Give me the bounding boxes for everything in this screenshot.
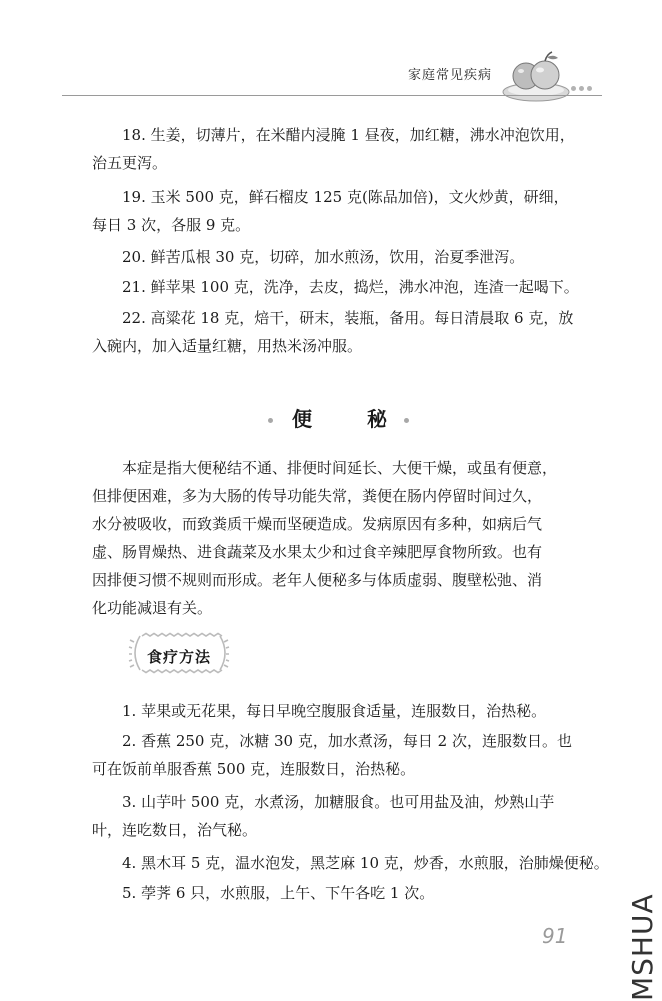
remedy-line: 21. 鲜苹果 100 克，洗净，去皮，捣烂，沸水冲泡，连渣一起喝下。 xyxy=(122,278,579,296)
running-head: 家庭常见疾病 xyxy=(408,68,493,83)
intro-line: 本症是指大便秘结不通、排便时间延长、大便干燥，或虽有便意， xyxy=(122,459,558,477)
remedy-line: 1. 苹果或无花果，每日早晚空腹服食适量，连服数日，治热秘。 xyxy=(122,702,547,720)
remedy-line: 可在饭前单服香蕉 500 克，连服数日，治热秘。 xyxy=(92,760,416,778)
remedy-22 xyxy=(92,304,592,360)
remedy-line: 2. 香蕉 250 克，冰糖 30 克，加水煮汤，每日 2 次，连服数日。也 xyxy=(122,732,572,750)
remedy-line: 5. 荸荠 6 只，水煎服，上午、下午各吃 1 次。 xyxy=(122,884,435,902)
remedy-4 xyxy=(92,849,609,877)
title-dot xyxy=(268,418,273,423)
intro-paragraph xyxy=(92,454,592,622)
intro-line: 水分被吸收，而致粪质干燥而坚硬造成。发病原因有多种，如病后气 xyxy=(92,515,543,533)
page-number: 91 xyxy=(542,924,568,948)
remedy-20 xyxy=(92,243,592,271)
remedy-line: 4. 黑木耳 5 克，温水泡发，黑芝麻 10 克，炒香，水煎服，治肺燥便秘。 xyxy=(122,854,609,872)
remedy-line: 治五更泻。 xyxy=(92,154,168,172)
remedy-line: 每日 3 次，各服 9 克。 xyxy=(92,216,251,234)
remedy-19 xyxy=(92,183,592,239)
subheading-label: 食疗方法 xyxy=(147,648,212,666)
intro-line: 但排便困难，多为大肠的传导功能失常，粪便在肠内停留时间过久， xyxy=(92,487,543,505)
intro-line: 因排便习惯不规则而形成。老年人便秘多与体质虚弱、腹壁松弛、消 xyxy=(92,571,543,589)
remedy-line: 叶，连吃数日，治气秘。 xyxy=(92,821,258,839)
remedy-18 xyxy=(92,121,592,177)
remedy-line: 20. 鲜苦瓜根 30 克，切碎，加水煎汤，饮用，治夏季泄泻。 xyxy=(122,248,525,266)
remedy-2 xyxy=(92,727,592,783)
remedy-3 xyxy=(92,788,592,844)
remedy-5 xyxy=(92,879,592,907)
header-rule xyxy=(62,95,602,96)
section-title-char: 便 xyxy=(291,407,312,431)
title-dot xyxy=(404,418,409,423)
remedy-line: 19. 玉米 500 克，鲜石榴皮 125 克(陈品加倍)，文火炒黄，研细， xyxy=(122,188,569,206)
watermark: MSHUA xyxy=(626,893,659,1001)
intro-line: 虚、肠胃燥热、进食蔬菜及水果太少和过食辛辣肥厚食物所致。也有 xyxy=(92,543,543,561)
remedy-line: 入碗内，加入适量红糖，用热米汤冲服。 xyxy=(92,337,363,355)
remedy-line: 22. 高粱花 18 克，焙干，研末，装瓶，备用。每日清晨取 6 克，放 xyxy=(122,309,574,327)
remedy-line: 18. 生姜，切薄片，在米醋内浸腌 1 昼夜，加红糖，沸水冲泡饮用， xyxy=(122,126,575,144)
remedy-line: 3. 山芋叶 500 克，水煮汤，加糖服食。也可用盐及油，炒熟山芋 xyxy=(122,793,555,811)
section-title-char: 秘 xyxy=(366,407,387,431)
header-dots xyxy=(571,76,595,95)
remedy-1 xyxy=(92,697,592,725)
intro-line: 化功能减退有关。 xyxy=(92,599,213,617)
remedy-21 xyxy=(92,273,592,301)
section-title xyxy=(268,403,398,432)
